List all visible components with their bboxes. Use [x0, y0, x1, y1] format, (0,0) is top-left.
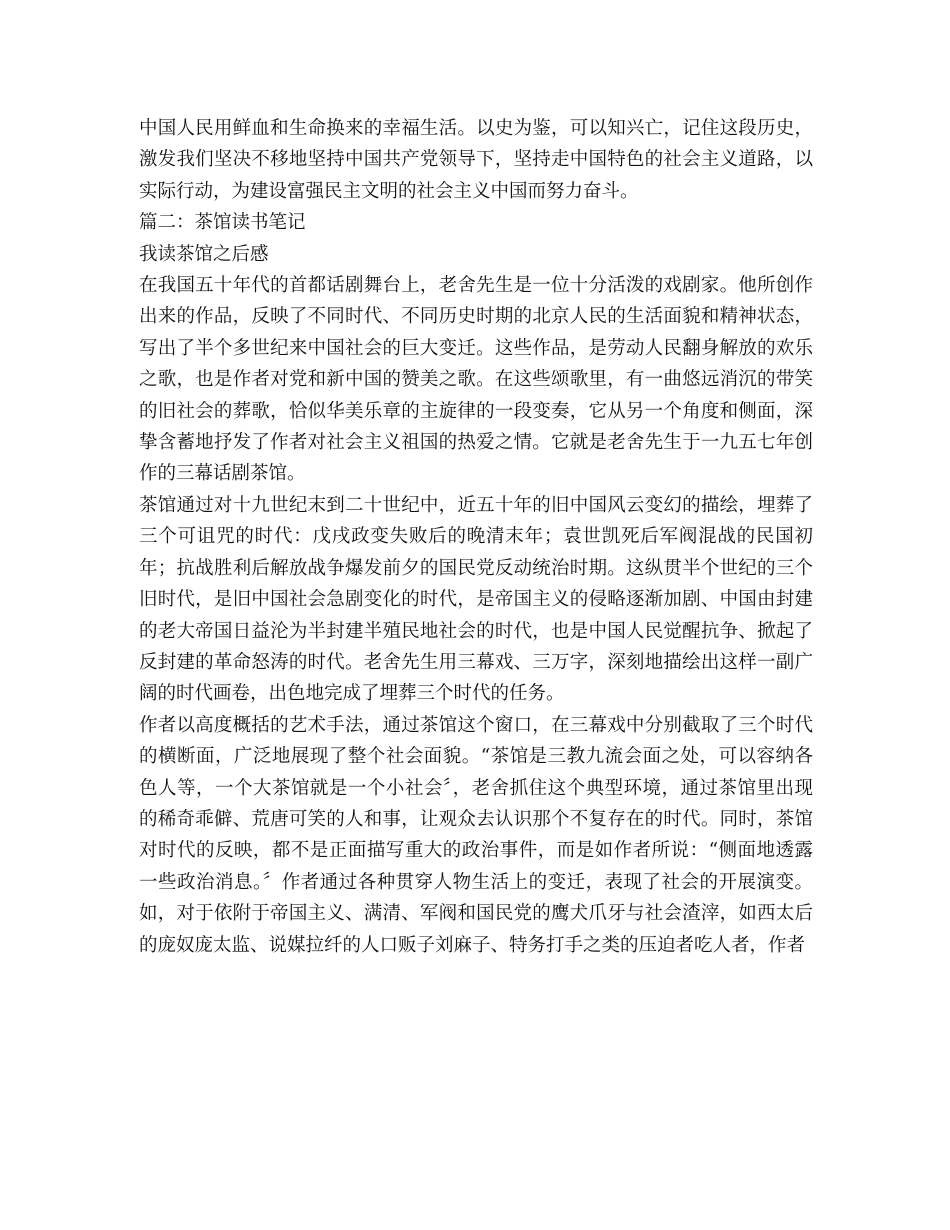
essay-title: 我读茶馆之后感	[139, 243, 269, 265]
paragraph-art-technique: 作者以高度概括的艺术手法，通过茶馆这个窗口，在三幕戏中分别截取了三个时代的横断面，广泛地展现了整个社会面貌。“茶馆是三教九流会面之处，可以容纳各色人等，一个大茶馆就是一个小社会〞，老舍抓住这个典型环境，通过茶馆里出现的稀奇乖僻、荒唐可笑的人和事，让观众去认识那个不复存在的时代。同时，茶馆对时代的反映，都不是正面描写重大的政治事件，而是如作者所说：“侧面地透露一些政治消息。〞作者通过各种贯穿人物生活上的变迁，表现了社会的开展演变。如，对于依附于帝国主义、满清、军阀和国民党的鹰犬爪牙与社会渣滓，如西太后的庞奴庞太监、说媒拉纤的人口贩子刘麻子、特务打手之类的压迫者吃人者，作者	[139, 714, 813, 956]
paragraph-closing: 中国人民用鲜血和生命换来的幸福生活。以史为鉴，可以知兴亡，记住这段历史，激发我们坚决不移地坚持中国共产党领导下，坚持走中国特色的社会主义道路，以实际行动，为建设富强民主文明的社会主义中国而努力奋斗。	[139, 118, 813, 202]
paragraph-three-eras: 茶馆通过对十九世纪末到二十世纪中，近五十年的旧中国风云变幻的描绘，埋葬了三个可诅咒的时代：戊戌政变失败后的晚清末年；袁世凯死后军阀混战的民国初年；抗战胜利后解放战争爆发前夕的国民党反动统治时期。这纵贯半个世纪的三个旧时代，是旧中国社会急剧变化的时代，是帝国主义的侵略逐渐加剧、中国由封建的老大帝国日益沦为半封建半殖民地社会的时代，也是中国人民觉醒抗争、掀起了反封建的革命怒涛的时代。老舍先生用三幕戏、三万字，深刻地描绘出这样一副广阔的时代画卷，出色地完成了埋葬三个时代的任务。	[139, 494, 813, 705]
document-body	[139, 113, 813, 961]
section-heading: 篇二：茶馆读书笔记	[139, 212, 306, 234]
paragraph-intro: 在我国五十年代的首都话剧舞台上，老舍先生是一位十分活泼的戏剧家。他所创作出来的作品，反映了不同时代、不同历史时期的北京人民的生活面貌和精神状态，写出了半个多世纪来中国社会的巨大变迁。这些作品，是劳动人民翻身解放的欢乐之歌，也是作者对党和新中国的赞美之歌。在这些颂歌里，有一曲悠远消沉的带笑的旧社会的葬歌，恰似华美乐章的主旋律的一段变奏，它从另一个角度和侧面，深挚含蓄地抒发了作者对社会主义祖国的热爱之情。它就是老舍先生于一九五七年创作的三幕话剧茶馆。	[139, 275, 813, 485]
